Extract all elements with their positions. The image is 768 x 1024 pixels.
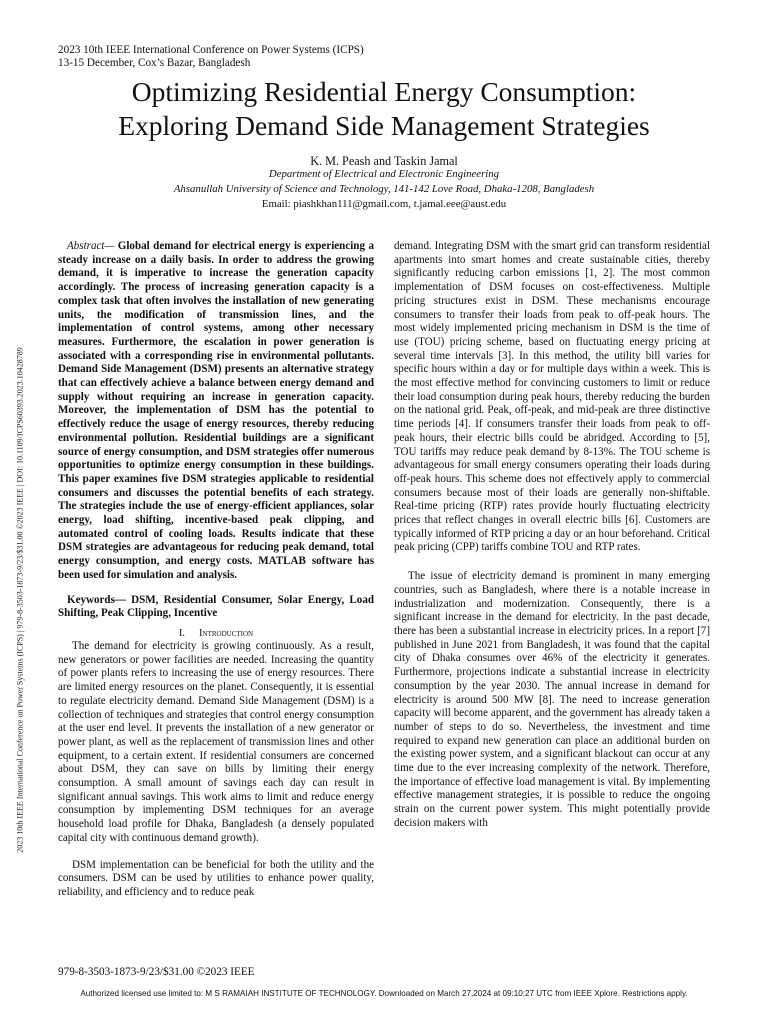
intro-paragraph-2: DSM implementation can be beneficial for both the utility and the consumers. DSM can be used by utilities to enhance power quality, reliability, and efficiency and to reduce peak: [58, 858, 374, 898]
left-column: [58, 240, 374, 900]
conference-name: 2023 10th IEEE International Conference on Power Systems (ICPS): [58, 44, 364, 56]
intro-paragraph-1: The demand for electricity is growing continuously. As a result, new generators or power facilities are needed. Increasing the quantity of power plants refers to increasing the use of energy resources. There are limited energy resources on the planet. Consequently, it is essential to regulate electricity demand. Demand Side Management (DSM) is a collection of techniques and strategies that control energy consumption at the user end level. It prevents the installation of a new generator or power plant, as well as the replacement of transmission lines and other equipment, to a certain extent. If residential consumers are concerned about DSM, they can save on bills by limiting their energy consumption. A small amount of savings each day can result in significant annual savings. This work aims to limit and reduce energy consumption by implementing DSM techniques for an average household load profile for Dhaka, Bangladesh (a densely populated capital city with continuous demand growth).: [58, 639, 374, 844]
doi-sidebar-text: 2023 10th IEEE International Conference on Power Systems (ICPS) | 979-8-3503-1873-9/23/$31.00 ©2023 IEEE | DOI: 10.1109/ICPS60393.2023.10428789: [15, 347, 25, 853]
keywords: Keywords— DSM, Residential Consumer, Solar Energy, Load Shifting, Peak Clipping, Incentive: [58, 593, 374, 620]
section-title: Introduction: [199, 627, 254, 639]
title-line-2: Exploring Demand Side Management Strategies: [118, 110, 650, 141]
right-paragraph-2: The issue of electricity demand is prominent in many emerging countries, such as Bangladesh, where there is a notable increase in industrialization and modernization. Consequently, there is a significant increase in the demand for electricity. In the past decade, there has been a substantial increase in electricity prices. In a report [7] published in June 2021 from Bangladesh, it was found that the capital city of Dhaka consumes over 46% of the electricity it generates. Furthermore, projections indicate a substantial increase in electricity consumption by the year 2030. The annual increase in demand for electricity is around 500 MW [8]. The need to increase generation capacity will become apparent, and the government has already taken a number of steps to do so. Nevertheless, the investment and time required to expand new generation can place an additional burden on the existing power system, and a significant blackout can occur at any time due to the ever increasing complexity of the network. Therefore, the importance of effective load management is vital. By implementing effective management strategies, it is possible to reduce the ongoing strain on the current power system. This might potentially provide decision makers with: [394, 570, 710, 829]
right-column: [394, 240, 710, 831]
abstract-text: Global demand for electrical energy is experiencing a steady increase on a daily basis. In order to address the growing demand, it is imperative to increase the generation capacity accordingly. The process of increasing generation capacity is a complex task that often involves the installation of new generating units, the modification of transmission lines, and the implementation of control systems, among other necessary measures. Furthermore, the escalation in power generation is associated with a corresponding rise in environmental pollutants. Demand Side Management (DSM) presents an alternative strategy that can effectively achieve a balance between energy demand and supply without requiring an increase in generation capacity. Moreover, the implementation of DSM has the potential to effectively reduce the usage of energy resources, thereby reducing environmental pollution. Residential buildings are a significant source of energy consumption, and DSM strategies offer numerous opportunities to optimize energy consumption in these buildings. This paper examines five DSM strategies applicable to residential consumers and discusses the potential benefits of each strategy. The strategies include the use of energy-efficient appliances, solar energy, load shifting, incentive-based peak clipping, and automated control of cooling loads. Results indicate that these DSM strategies are advantageous for reducing peak demand, total energy consumption, and energy costs. MATLAB software has been used for simulation and analysis.: [58, 240, 374, 581]
authors: K. M. Peash and Taskin Jamal: [310, 154, 458, 168]
doi-sidebar: [15, 347, 25, 853]
authorization-notice: Authorized licensed use limited to: M S RAMAIAH INSTITUTE OF TECHNOLOGY. Downloaded on March 27,2024 at 09:10:27 UTC from IEEE Xplore. Restrictions apply.: [80, 989, 688, 998]
section-heading-introduction: [58, 628, 374, 640]
conference-dates: 13-15 December, Cox’s Bazar, Bangladesh: [58, 57, 251, 69]
paper-title: [0, 75, 768, 143]
isbn-footer: 979-8-3503-1873-9/23/$31.00 ©2023 IEEE: [58, 966, 255, 978]
department: Department of Electrical and Electronic Engineering: [268, 168, 500, 180]
affiliation: [0, 167, 768, 212]
title-line-1: Optimizing Residential Energy Consumption:: [131, 76, 637, 107]
conference-header: [58, 44, 364, 70]
university: Ahsanullah University of Science and Technology, 141-142 Love Road, Dhaka-1208, Bangladesh: [173, 183, 595, 195]
abstract-label: Abstract—: [67, 240, 115, 252]
abstract: [58, 240, 374, 583]
section-number: I.: [178, 627, 186, 639]
email: Email: piashkhan111@gmail.com, t.jamal.eee@aust.edu: [261, 198, 507, 210]
right-paragraph-1: demand. Integrating DSM with the smart grid can transform residential apartments into smart homes and create sustainable cities, thereby significantly reducing carbon emissions [1, 2]. The most common implementation of DSM focuses on cost-effectiveness. Multiple pricing structures exist in DSM. These mechanisms encourage consumers to transfer their loads from peak to off-peak hours. The most widely implemented pricing mechanism in DSM is the time of use (TOU) pricing scheme, based on fluctuating energy pricing at several time intervals [3]. In this method, the utility bill varies for specific hours within a day or for multiple days within a week. This is the most effective method for convincing customers to limit or reduce their load consumption during peak hours, thereby reducing the burden on the national grid. Peak, off-peak, and mid-peak are three distinctive time periods [4]. If consumers transfer their loads from peak to off-peak hours, their electric bills could be abridged. According to [5], TOU tariffs may reduce peak demand by 8-13%. The TOU scheme is advantageous for small energy consumers operating their loads during off-peak hours. This scheme does not effectively apply to commercial consumers because most of their loads are generally non-shiftable. Real-time pricing (RTP) rates provide hourly fluctuating electricity prices that reflect changes in overall electric bills [6]. Customers are typically informed of RTP pricing a day or an hour beforehand. Critical peak pricing (CPP) tariffs combine TOU and RTP rates.: [394, 240, 710, 554]
